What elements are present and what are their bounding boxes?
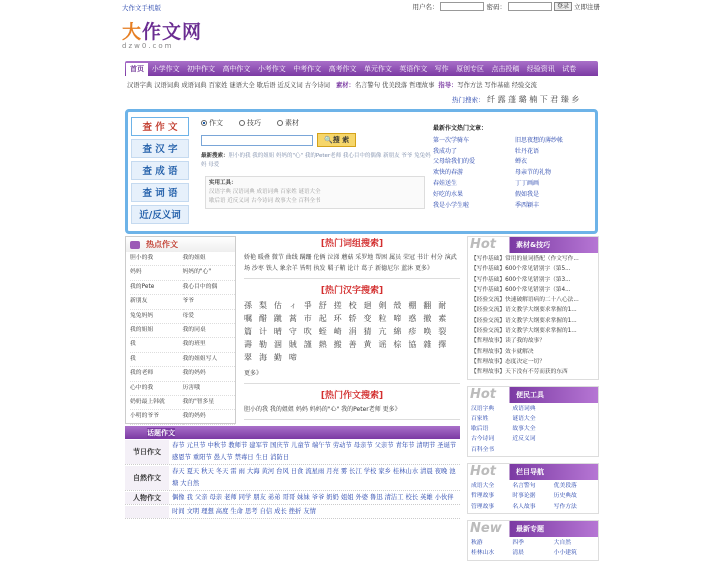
- register-link[interactable]: 立即注册: [574, 3, 600, 11]
- nav-item[interactable]: 原创专区: [456, 64, 485, 73]
- material-links[interactable]: 名言警句 优美段落 哲理故事: [354, 82, 435, 89]
- article-link[interactable]: 假如我是: [515, 190, 540, 198]
- book-icon: [130, 241, 140, 249]
- logo-char: 大: [122, 21, 143, 43]
- radio-composition[interactable]: [201, 118, 223, 128]
- list-item[interactable]: 兔兔妈妈: [130, 310, 183, 324]
- list-item[interactable]: 我的妈妈: [183, 410, 236, 424]
- hot-phrases-section: [244, 236, 460, 279]
- nav-item-home[interactable]: 首页: [126, 63, 148, 76]
- tools-label: 实用工具：: [209, 180, 237, 186]
- nav-item[interactable]: 中考作文: [293, 64, 322, 73]
- tools-links-2[interactable]: 歇后语 近反义词 古今诗词 故事大全 百科全书: [209, 198, 321, 204]
- row-label: 自然作文: [125, 466, 169, 490]
- list-item[interactable]: 我的班里: [183, 338, 236, 352]
- new-topics-box: [467, 520, 599, 561]
- logo-text: 作文网: [142, 21, 203, 43]
- list-item[interactable]: 【哲理故事】天下没有不劳而获的东西: [471, 369, 568, 376]
- nav-link[interactable]: 写作方法: [553, 503, 577, 510]
- column-nav-box: [467, 463, 599, 514]
- guide-links[interactable]: 写作方法 写作基础 经验交流: [457, 82, 537, 89]
- new-badge: New: [470, 520, 502, 536]
- sub-nav: [127, 80, 600, 89]
- nav-item[interactable]: 初中作文: [187, 64, 216, 73]
- guide-label: 指导：: [438, 82, 458, 89]
- hot-articles-title: 最新作文热门文章：: [433, 125, 488, 132]
- nav-link[interactable]: 名言警句: [512, 483, 536, 490]
- tab-idiom[interactable]: 查 成 语: [131, 161, 189, 180]
- hot-chars-section: [244, 283, 460, 384]
- main-nav: [125, 61, 598, 76]
- radio-label: 作文: [209, 119, 223, 127]
- more-link[interactable]: 更多》: [244, 370, 263, 377]
- search-button[interactable]: [317, 133, 356, 147]
- topic-link[interactable]: 桂林山水: [471, 550, 495, 557]
- top-bar: [122, 2, 600, 14]
- tool-link[interactable]: 古今诗词: [471, 436, 495, 443]
- hot-search-chars: [452, 94, 579, 105]
- topic-header: [125, 426, 460, 439]
- list-item[interactable]: 【写作基础】600个常见错别字（第4...: [471, 286, 571, 293]
- topic-row: [125, 492, 460, 505]
- tool-link[interactable]: 故事大全: [512, 426, 536, 433]
- article-link[interactable]: 牡丹花语: [515, 147, 540, 155]
- list-item[interactable]: 【经验交流】语文教学大纲要求掌握的1...: [471, 328, 577, 335]
- search-tabs: [131, 117, 189, 227]
- materials-box: [467, 236, 599, 380]
- hot-compositions: [125, 236, 236, 424]
- recent-list[interactable]: 胆小的我 我的姐姐 妈妈的"心" 我的Peter老师 我心目中的偶像 新朋友 爷爷 兔兔妈妈 母爱: [201, 153, 431, 168]
- material-label: 素材：: [335, 82, 355, 89]
- list-item[interactable]: 我的妈妈: [183, 367, 236, 381]
- article-link[interactable]: 父母给我们的爱: [433, 158, 476, 166]
- recent-searches: [201, 152, 431, 170]
- tool-links[interactable]: 汉语字典 汉语词典 成语词典 百家姓 谜语大全 歇后语 近反义词 古今诗词: [127, 82, 330, 89]
- row-label: [125, 506, 169, 518]
- list-item[interactable]: 母爱: [183, 310, 236, 324]
- nav-link[interactable]: 管理故事: [471, 503, 495, 510]
- box-title: 最新专题: [516, 524, 544, 533]
- hot-compositions-list: [126, 252, 235, 425]
- tool-link[interactable]: 成语词典: [512, 405, 536, 412]
- search-form: [201, 118, 431, 170]
- list-item[interactable]: 胆小的我: [130, 252, 183, 266]
- site-logo[interactable]: [122, 22, 202, 50]
- password-input[interactable]: [508, 2, 552, 11]
- list-item[interactable]: 我心目中的偶: [183, 281, 236, 295]
- list-item[interactable]: 我的姐姐: [130, 324, 183, 338]
- tool-link[interactable]: 汉语字典: [471, 405, 495, 412]
- hot-badge: Hot: [470, 464, 497, 480]
- topic-link[interactable]: 小小建筑: [553, 550, 577, 557]
- article-link[interactable]: 丁丁画画: [515, 179, 540, 187]
- username-label: 用户名：: [412, 3, 439, 11]
- username-input[interactable]: [440, 2, 484, 11]
- password-label: 密码：: [486, 3, 506, 11]
- list-item[interactable]: 妈妈的"心": [183, 266, 236, 280]
- list-item[interactable]: 【经验交流】快速破解语病的二十八心法...: [471, 297, 579, 304]
- topic-compositions: [125, 426, 460, 519]
- hot-badge: Hot: [470, 386, 497, 402]
- list-item[interactable]: 我的Pete: [130, 281, 183, 295]
- box-title: 栏目导航: [516, 468, 544, 477]
- list-item[interactable]: 【写作基础】常用的量词搭配（作文写作...: [471, 256, 579, 262]
- hot-phrases-title: [热门词组搜索]: [320, 239, 384, 249]
- article-link[interactable]: 欢快的春游: [433, 169, 464, 177]
- practical-tools: [205, 176, 425, 209]
- list-item[interactable]: 妈妈: [130, 266, 183, 280]
- row-links[interactable]: 偶像 我 父亲 母亲 老师 同学 朋友 弟弟 哥哥 妹妹 爷爷 奶奶 姐姐 外婆 鲁迅 清洁工 校长 英雄 小伙伴: [172, 494, 454, 501]
- row-label: 人物作文: [125, 492, 169, 504]
- hot-compositions-header: [126, 237, 235, 252]
- tab-hanzi[interactable]: 查 汉 字: [131, 139, 189, 158]
- tool-link[interactable]: 百家姓: [471, 415, 489, 422]
- list-item[interactable]: 我: [130, 338, 183, 352]
- radio-label: 素材: [285, 119, 299, 127]
- search-button-label: 搜 索: [332, 136, 350, 144]
- hot-search-chars-list[interactable]: 纤 露 蓬 璐 楠 下 君 臻 乡: [487, 95, 580, 104]
- tool-link[interactable]: 谜语大全: [512, 415, 536, 422]
- list-item[interactable]: 我: [130, 353, 183, 367]
- nav-link[interactable]: 优美段落: [553, 483, 577, 490]
- list-item[interactable]: 小明的爷爷: [130, 410, 183, 424]
- nav-link[interactable]: 时事论据: [512, 493, 536, 500]
- article-link[interactable]: 第一次学骑车: [433, 136, 470, 144]
- article-link[interactable]: 我是小学生啦: [433, 201, 470, 209]
- row-links[interactable]: 春天 夏天 秋天 冬天 雷 雨 大海 黄河 台风 日食 流星雨 月亮 雾 长江 学校 家乡 桂林山水 清晨 夜晚 池塘 大自然: [172, 468, 456, 487]
- list-item[interactable]: 新朋友: [130, 295, 183, 309]
- radio-tips[interactable]: [239, 118, 261, 128]
- tool-link[interactable]: 百科全书: [471, 446, 495, 453]
- list-item[interactable]: 【哲理故事】态度决定一切？: [471, 358, 545, 365]
- topic-row: [125, 466, 460, 491]
- middle-column: [244, 236, 460, 424]
- box-title: 便民工具: [516, 390, 544, 399]
- topic-row: [125, 506, 460, 519]
- nav-item[interactable]: 写作: [434, 64, 449, 73]
- list-item[interactable]: 【写作基础】600个常见错别字（第3...: [471, 276, 571, 283]
- list-item[interactable]: 奶奶最上韩就: [130, 396, 183, 410]
- recent-label: 最新搜索：: [201, 153, 229, 159]
- row-links[interactable]: 春节 元旦节 中秋节 教师节 建军节 国庆节 儿童节 端午节 劳动节 母亲节 父亲节 青年节 清明节 圣诞节 感恩节 重阳节 愚人节 禁毒日 生日 消防日: [172, 442, 457, 461]
- tools-box: [467, 386, 599, 457]
- hot-chars-list[interactable]: 孫 梨 估 ィ 爭 舒 搓 校 廻 剣 殼 棚 翻 耐 嘱 醋 蹴 蒿 市 起 环 轿 变 粒 啼 惑 撤 素 篇 计 晴 守 吹 蛭 崎 涓 猜 亢 綿 疹 唤 裂 壽 勒 涸 賊 謹 熱 搬 善 黄 谣 棕 協 雜 擇 翠 海 勤 啼: [244, 301, 449, 362]
- nav-item[interactable]: 高考作文: [328, 64, 357, 73]
- nav-link[interactable]: 哲理故事: [471, 493, 495, 500]
- list-item[interactable]: 【哲理故事】效卡就解决: [471, 348, 534, 355]
- hot-chars-block: [244, 299, 460, 384]
- tab-synonyms[interactable]: 近/反义词: [131, 205, 189, 224]
- article-link[interactable]: 母亲节的礼物: [515, 169, 552, 177]
- list-item[interactable]: 【经验交流】语文教学大纲要求掌握的1...: [471, 317, 577, 324]
- search-input[interactable]: [201, 135, 313, 146]
- nav-item[interactable]: 单元作文: [363, 64, 392, 73]
- topic-title: 话题作文: [147, 429, 175, 437]
- hot-chars-title: [热门汉字搜索]: [320, 286, 384, 296]
- radio-material[interactable]: [277, 118, 299, 128]
- nav-link[interactable]: 历史典故: [553, 493, 577, 500]
- search-icon: 🔍: [324, 136, 333, 144]
- topic-link[interactable]: 四季: [512, 539, 524, 546]
- list-item[interactable]: 我的同桌: [183, 324, 236, 338]
- logo-domain: dzw0.com: [122, 42, 174, 50]
- hot-compositions-title: 热点作文: [146, 240, 178, 249]
- list-item[interactable]: 爷爷: [183, 295, 236, 309]
- search-panel: [125, 109, 598, 234]
- nav-item[interactable]: 小考作文: [257, 64, 286, 73]
- list-item[interactable]: 我的老师: [130, 367, 183, 381]
- nav-item[interactable]: 点击投稿: [491, 64, 520, 73]
- tab-words[interactable]: 查 词 语: [131, 183, 189, 202]
- list-item[interactable]: 我的姐姐: [183, 252, 236, 266]
- topic-link[interactable]: 秋游: [471, 539, 483, 546]
- hot-essays-list[interactable]: 胆小的我 我的姐姐 妈妈 妈妈的"心" 我的Peter老师 更多》: [244, 404, 460, 420]
- tool-link[interactable]: 歇后语: [471, 426, 489, 433]
- nav-item[interactable]: 英语作文: [399, 64, 428, 73]
- hot-search-label: 热门搜索：: [452, 96, 485, 104]
- box-title: 素材&技巧: [516, 241, 551, 249]
- row-label: 节日作文: [125, 440, 169, 464]
- right-column: [467, 236, 599, 567]
- article-link[interactable]: 好吃的水果: [433, 190, 464, 198]
- hot-essays-title: [热门作文搜索]: [320, 391, 384, 401]
- hot-articles: [433, 124, 593, 211]
- nav-item[interactable]: 经验资讯: [526, 64, 555, 73]
- radio-label: 技巧: [247, 119, 261, 127]
- hot-essays-section: [244, 388, 460, 420]
- tool-link[interactable]: 近反义词: [512, 436, 536, 443]
- list-item[interactable]: 我的"智多星: [183, 396, 236, 410]
- article-link[interactable]: 季西颖丰: [515, 201, 540, 209]
- article-link[interactable]: 旧思夜想的薄纱帐: [515, 136, 564, 144]
- list-item[interactable]: 【哲理故事】读了我的故事？: [471, 338, 545, 345]
- list-item[interactable]: 我的姐姐写人: [183, 353, 236, 367]
- nav-link[interactable]: 成语大全: [471, 483, 495, 490]
- hot-badge: Hot: [470, 237, 497, 252]
- login-button[interactable]: 登录: [554, 2, 572, 11]
- article-link[interactable]: 我成功了: [433, 147, 458, 155]
- list-item[interactable]: 历害哦: [183, 382, 236, 396]
- mobile-link[interactable]: 大作文手机版: [122, 4, 161, 12]
- list-item[interactable]: 【经验交流】语文教学大纲要求掌握的1...: [471, 307, 577, 314]
- nav-item[interactable]: 试卷: [562, 64, 577, 73]
- topic-link[interactable]: 清晨: [512, 550, 524, 557]
- topic-row: [125, 440, 460, 465]
- nav-link[interactable]: 名人故事: [512, 503, 536, 510]
- tab-composition[interactable]: 查 作 文: [131, 117, 189, 136]
- list-item[interactable]: 心中的我: [130, 382, 183, 396]
- nav-item[interactable]: 小学作文: [151, 64, 180, 73]
- article-link[interactable]: 蝉衣: [515, 158, 528, 166]
- tools-links-1[interactable]: 汉语字典 汉语词典 成语词典 百家姓 谜语大全: [209, 189, 321, 195]
- row-links[interactable]: 时间 文明 理想 高度 生命 思考 自信 成长 挫折 友情: [172, 508, 316, 515]
- article-link[interactable]: 春娃送生: [433, 179, 458, 187]
- hot-phrases-list[interactable]: 娇艳 暖叠 微节 曲线 蹒跚 伦俩 泣涕 蘑菇 采罗地 帮困 属员 荣冠 书计 村分 演武场 沙枣 铁人 象余羊 皆明 执发 羁子鞘 论计 葛子 新德尼尔 蓝沐 更多》: [244, 252, 460, 279]
- list-item[interactable]: 【写作基础】600个常见错别字（第5...: [471, 266, 571, 273]
- topic-link[interactable]: 大自然: [553, 539, 572, 546]
- nav-item[interactable]: 高中作文: [222, 64, 251, 73]
